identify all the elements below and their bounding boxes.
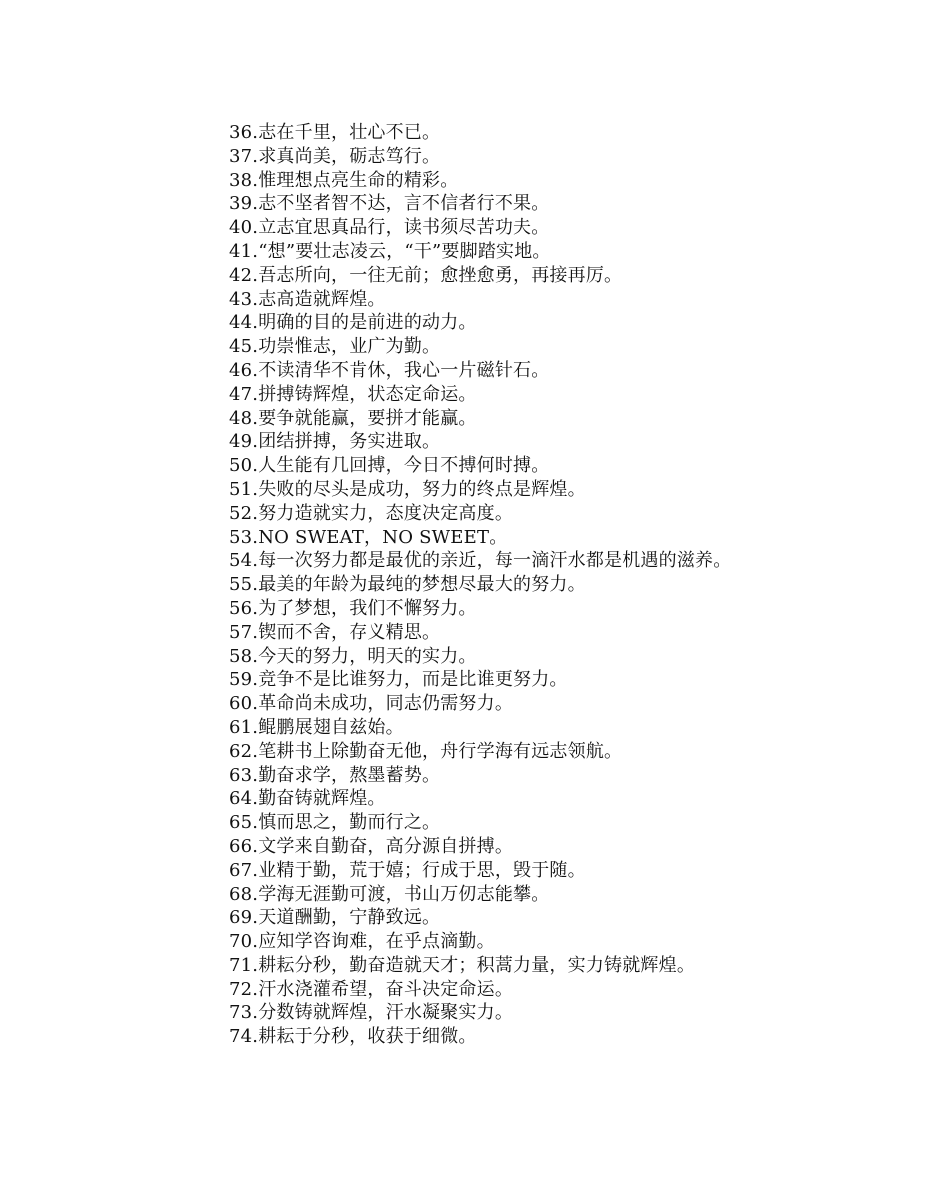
list-item: 65.慎而思之，勤而行之。 (229, 812, 441, 834)
list-item: 67.业精于勤，荒于嬉；行成于思，毁于随。 (229, 859, 586, 881)
list-item: 69.天道酬勤，宁静致远。 (229, 907, 441, 929)
list-item: 73.分数铸就辉煌，汗水凝聚实力。 (229, 1002, 514, 1024)
list-item: 41.“想”要壮志凌云，“干”要脚踏实地。 (229, 240, 551, 262)
list-item: 60.革命尚未成功，同志仍需努力。 (229, 693, 514, 715)
list-item: 50.人生能有几回搏，今日不搏何时搏。 (229, 455, 550, 477)
list-item: 40.立志宜思真品行，读书须尽苦功夫。 (229, 217, 550, 239)
list-item: 38.惟理想点亮生命的精彩。 (229, 169, 459, 191)
list-item: 57.锲而不舍，存义精思。 (229, 621, 441, 643)
list-item: 66.文学来自勤奋，高分源自拼搏。 (229, 835, 514, 857)
list-item: 72.汗水浇灌希望，奋斗决定命运。 (229, 978, 514, 1000)
list-item: 53.NO SWEAT，NO SWEET。 (229, 526, 508, 548)
list-item: 43.志高造就辉煌。 (229, 288, 386, 310)
list-item: 68.学海无涯勤可渡，书山万仞志能攀。 (229, 883, 550, 905)
list-item: 55.最美的年龄为最纯的梦想尽最大的努力。 (229, 574, 586, 596)
list-item: 48.要争就能赢，要拼才能赢。 (229, 407, 477, 429)
list-item: 62.笔耕书上除勤奋无他，舟行学海有远志领航。 (229, 740, 623, 762)
list-item: 49.团结拼搏，务实进取。 (229, 431, 441, 453)
list-item: 36.志在千里，壮心不已。 (229, 122, 441, 143)
list-item: 63.勤奋求学，熬墨蓄势。 (229, 764, 441, 786)
list-item: 56.为了梦想，我们不懈努力。 (229, 597, 477, 619)
list-item: 64.勤奋铸就辉煌。 (229, 788, 386, 810)
list-item: 54.每一次努力都是最优的亲近，每一滴汗水都是机遇的滋养。 (229, 550, 732, 572)
list-item: 39.志不坚者智不达，言不信者行不果。 (229, 193, 550, 215)
list-item: 74.耕耘于分秒，收获于细微。 (229, 1026, 477, 1048)
list-item: 52.努力造就实力，态度决定高度。 (229, 502, 514, 524)
list-item: 71.耕耘分秒，勤奋造就天才；积蒿力量，实力铸就辉煌。 (229, 954, 696, 976)
list-item: 44.明确的目的是前进的动力。 (229, 312, 477, 334)
list-item: 37.求真尚美，砺志笃行。 (229, 145, 441, 167)
list-item: 61.鲲鹏展翅自兹始。 (229, 716, 404, 738)
list-item: 45.功崇惟志，业广为勤。 (229, 336, 441, 358)
list-item: 70.应知学咨询难，在乎点滴勤。 (229, 931, 495, 953)
list-item: 46.不读清华不肯休，我心一片磁针石。 (229, 359, 550, 381)
list-item: 47.拼搏铸辉煌，状态定命运。 (229, 383, 477, 405)
slogan-list (229, 121, 731, 1049)
list-item: 51.失败的尽头是成功，努力的终点是辉煌。 (229, 478, 586, 500)
list-item: 58.今天的努力，明天的实力。 (229, 645, 477, 667)
list-item: 59.竞争不是比谁努力，而是比谁更努力。 (229, 669, 568, 691)
list-item: 42.吾志所向，一往无前；愈挫愈勇，再接再厉。 (229, 264, 623, 286)
